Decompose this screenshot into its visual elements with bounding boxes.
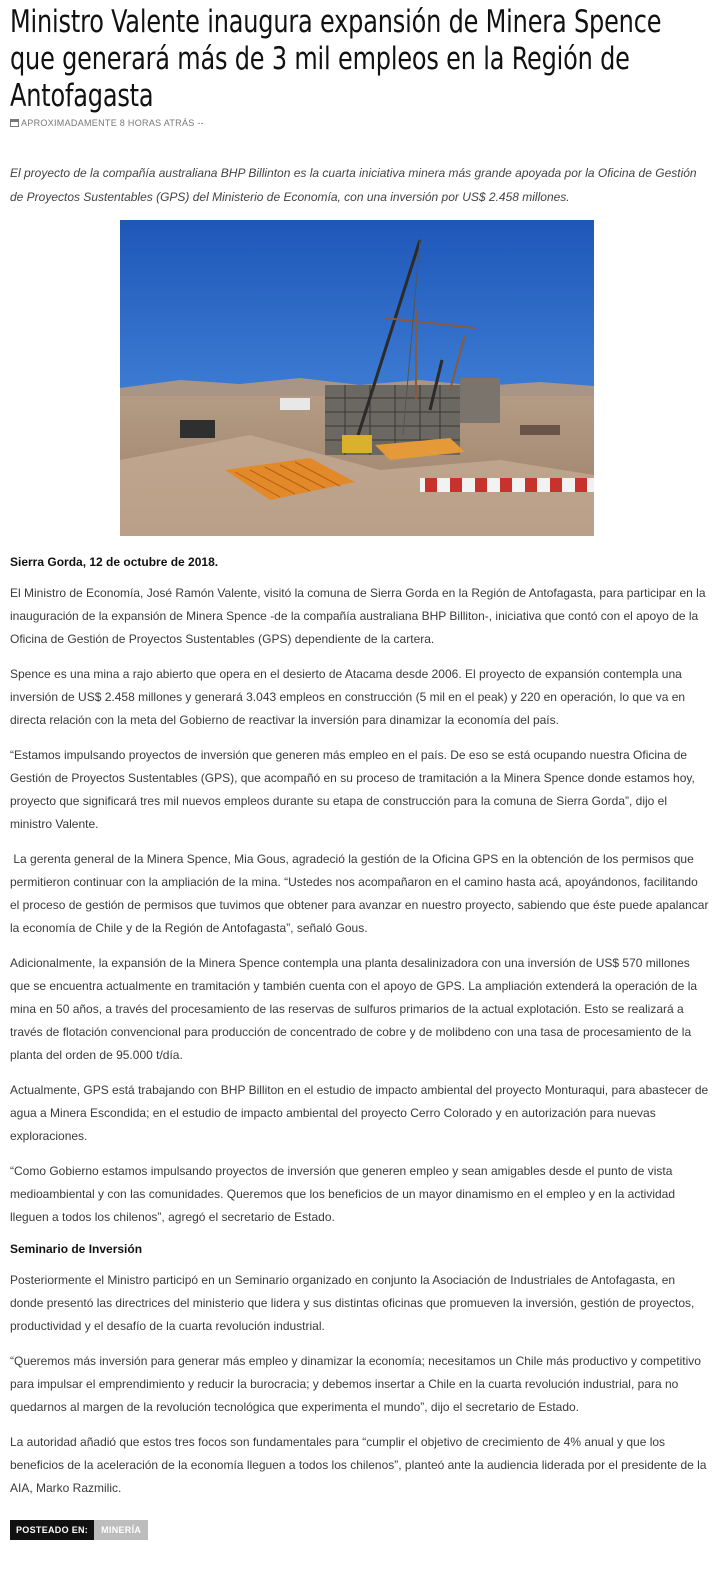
article-paragraph: Posteriormente el Ministro participó en un Seminario organizado en conjunto la Asociación de Industriales de Antofagasta, en donde presentó las directrices del ministerio que lidera y sus distintas oficinas que promueven la inversión, gestión de proyectos, productividad y el desafío de la cuarta revolución industrial. xyxy=(10,1273,695,1333)
calendar-icon xyxy=(10,119,19,127)
article-paragraph: “Queremos más inversión para generar más empleo y dinamizar la economía; necesitamos un Chile más productivo y competitivo para impulsar el emprendimiento y reducir la burocracia; y debemos insertar a Chile en la cuarta revolución industrial, para no quedarnos al margen de la revolución tecnológica que experimenta el mundo”, dijo el secretario de Estado. xyxy=(10,1354,701,1414)
article-title: Ministro Valente inaugura expansión de Minera Spence que generará más de 3 mil empleos en la Región de Antofagasta xyxy=(10,4,662,114)
article-hero-image xyxy=(120,220,594,536)
article-lead: El proyecto de la compañía australiana BHP Billinton es la cuarta iniciativa minera más grande apoyada por la Oficina de Gestión de Proyectos Sustentables (GPS) del Ministerio de Economía, con una inversión por US$ 2.458 millones. xyxy=(10,166,697,204)
article-paragraph: Adicionalmente, la expansión de la Minera Spence contempla una planta desalinizadora con una inversión de US$ 570 millones que se encuentra actualmente en tramitación y también cuenta con el apoyo de GPS. La ampliación extenderá la operación de la mina en 50 años, a través del procesamiento de las reservas de sulfuros primarios de la actual explotación. Esto se realizará a través de flotación convencional para producción de concentrado de cobre y de molibdeno con una tasa de procesamiento de la planta del orden de 95.000 t/día. xyxy=(10,956,698,1062)
article-meta xyxy=(10,117,710,129)
article-dateline: Sierra Gorda, 12 de octubre de 2018. xyxy=(10,555,219,569)
article-paragraph: “Como Gobierno estamos impulsando proyectos de inversión que generen empleo y sean amigables desde el punto de vista medioambiental y con las comunidades. Queremos que los beneficios de un mayor dinamismo en el empleo y en la actividad lleguen a todos los chilenos”, agregó el secretario de Estado. xyxy=(10,1164,676,1224)
mine-construction-photo xyxy=(120,220,594,536)
article-paragraph: La gerenta general de la Minera Spence, Mia Gous, agradeció la gestión de la Oficina GPS en la obtención de los permisos que permitieron continuar con la ampliación de la mina. “Ustedes nos acompañaron en el camino hasta acá, apoyándonos, facilitando el proceso de gestión de permisos que tuvimos que obtener para avanzar en nuestro proyecto, sabiendo que éste puede apalancar la economía de Chile y de la Región de Antofagasta”, señaló Gous. xyxy=(10,852,712,935)
article-paragraph: La autoridad añadió que estos tres focos son fundamentales para “cumplir el objetivo de crecimiento de 4% anual y que los beneficios de la aceleración de la economía lleguen a todos los chilenos”, planteó ante la audiencia liderada por el presidente de la AIA, Marko Razmilic. xyxy=(10,1435,707,1495)
article-paragraph: El Ministro de Economía, José Ramón Valente, visitó la comuna de Sierra Gorda en la Región de Antofagasta, para participar en la inauguración de la expansión de Minera Spence -de la compañía australiana BHP Billiton-, iniciativa que contó con el apoyo de la Oficina de Gestión de Proyectos Sustentables (GPS) dependiente de la cartera. xyxy=(10,586,706,646)
posted-in-label: POSTEADO EN: xyxy=(10,1520,94,1540)
article xyxy=(10,4,710,1540)
post-tags xyxy=(10,1520,710,1540)
category-tag-mineria[interactable]: MINERÍA xyxy=(94,1520,148,1540)
section-heading: Seminario de Inversión xyxy=(10,1242,143,1256)
article-paragraph: Spence es una mina a rajo abierto que opera en el desierto de Atacama desde 2006. El proyecto de expansión contempla una inversión de US$ 2.458 millones y generará 3.043 empleos en construcción (5 mil en el peak) y 220 en operación, lo que va en directa relación con la meta del Gobierno de reactivar la inversión para dinamizar la economía del país. xyxy=(10,667,686,727)
article-paragraph: Actualmente, GPS está trabajando con BHP Billiton en el estudio de impacto ambiental del proyecto Monturaqui, para abastecer de agua a Minera Escondida; en el estudio de impacto ambiental del proyecto Cerro Colorado y en autorización para nuevas exploraciones. xyxy=(10,1083,709,1143)
article-paragraph: “Estamos impulsando proyectos de inversión que generen más empleo en el país. De eso se está ocupando nuestra Oficina de Gestión de Proyectos Sustentables (GPS), que acompañó en su proceso de tramitación a la Minera Spence donde estamos hoy, proyecto que significará tres mil nuevos empleos durante su etapa de construcción para la comuna de Sierra Gorda”, dijo el ministro Valente. xyxy=(10,748,695,831)
article-timestamp: APROXIMADAMENTE 8 HORAS ATRÁS -- xyxy=(21,118,204,128)
